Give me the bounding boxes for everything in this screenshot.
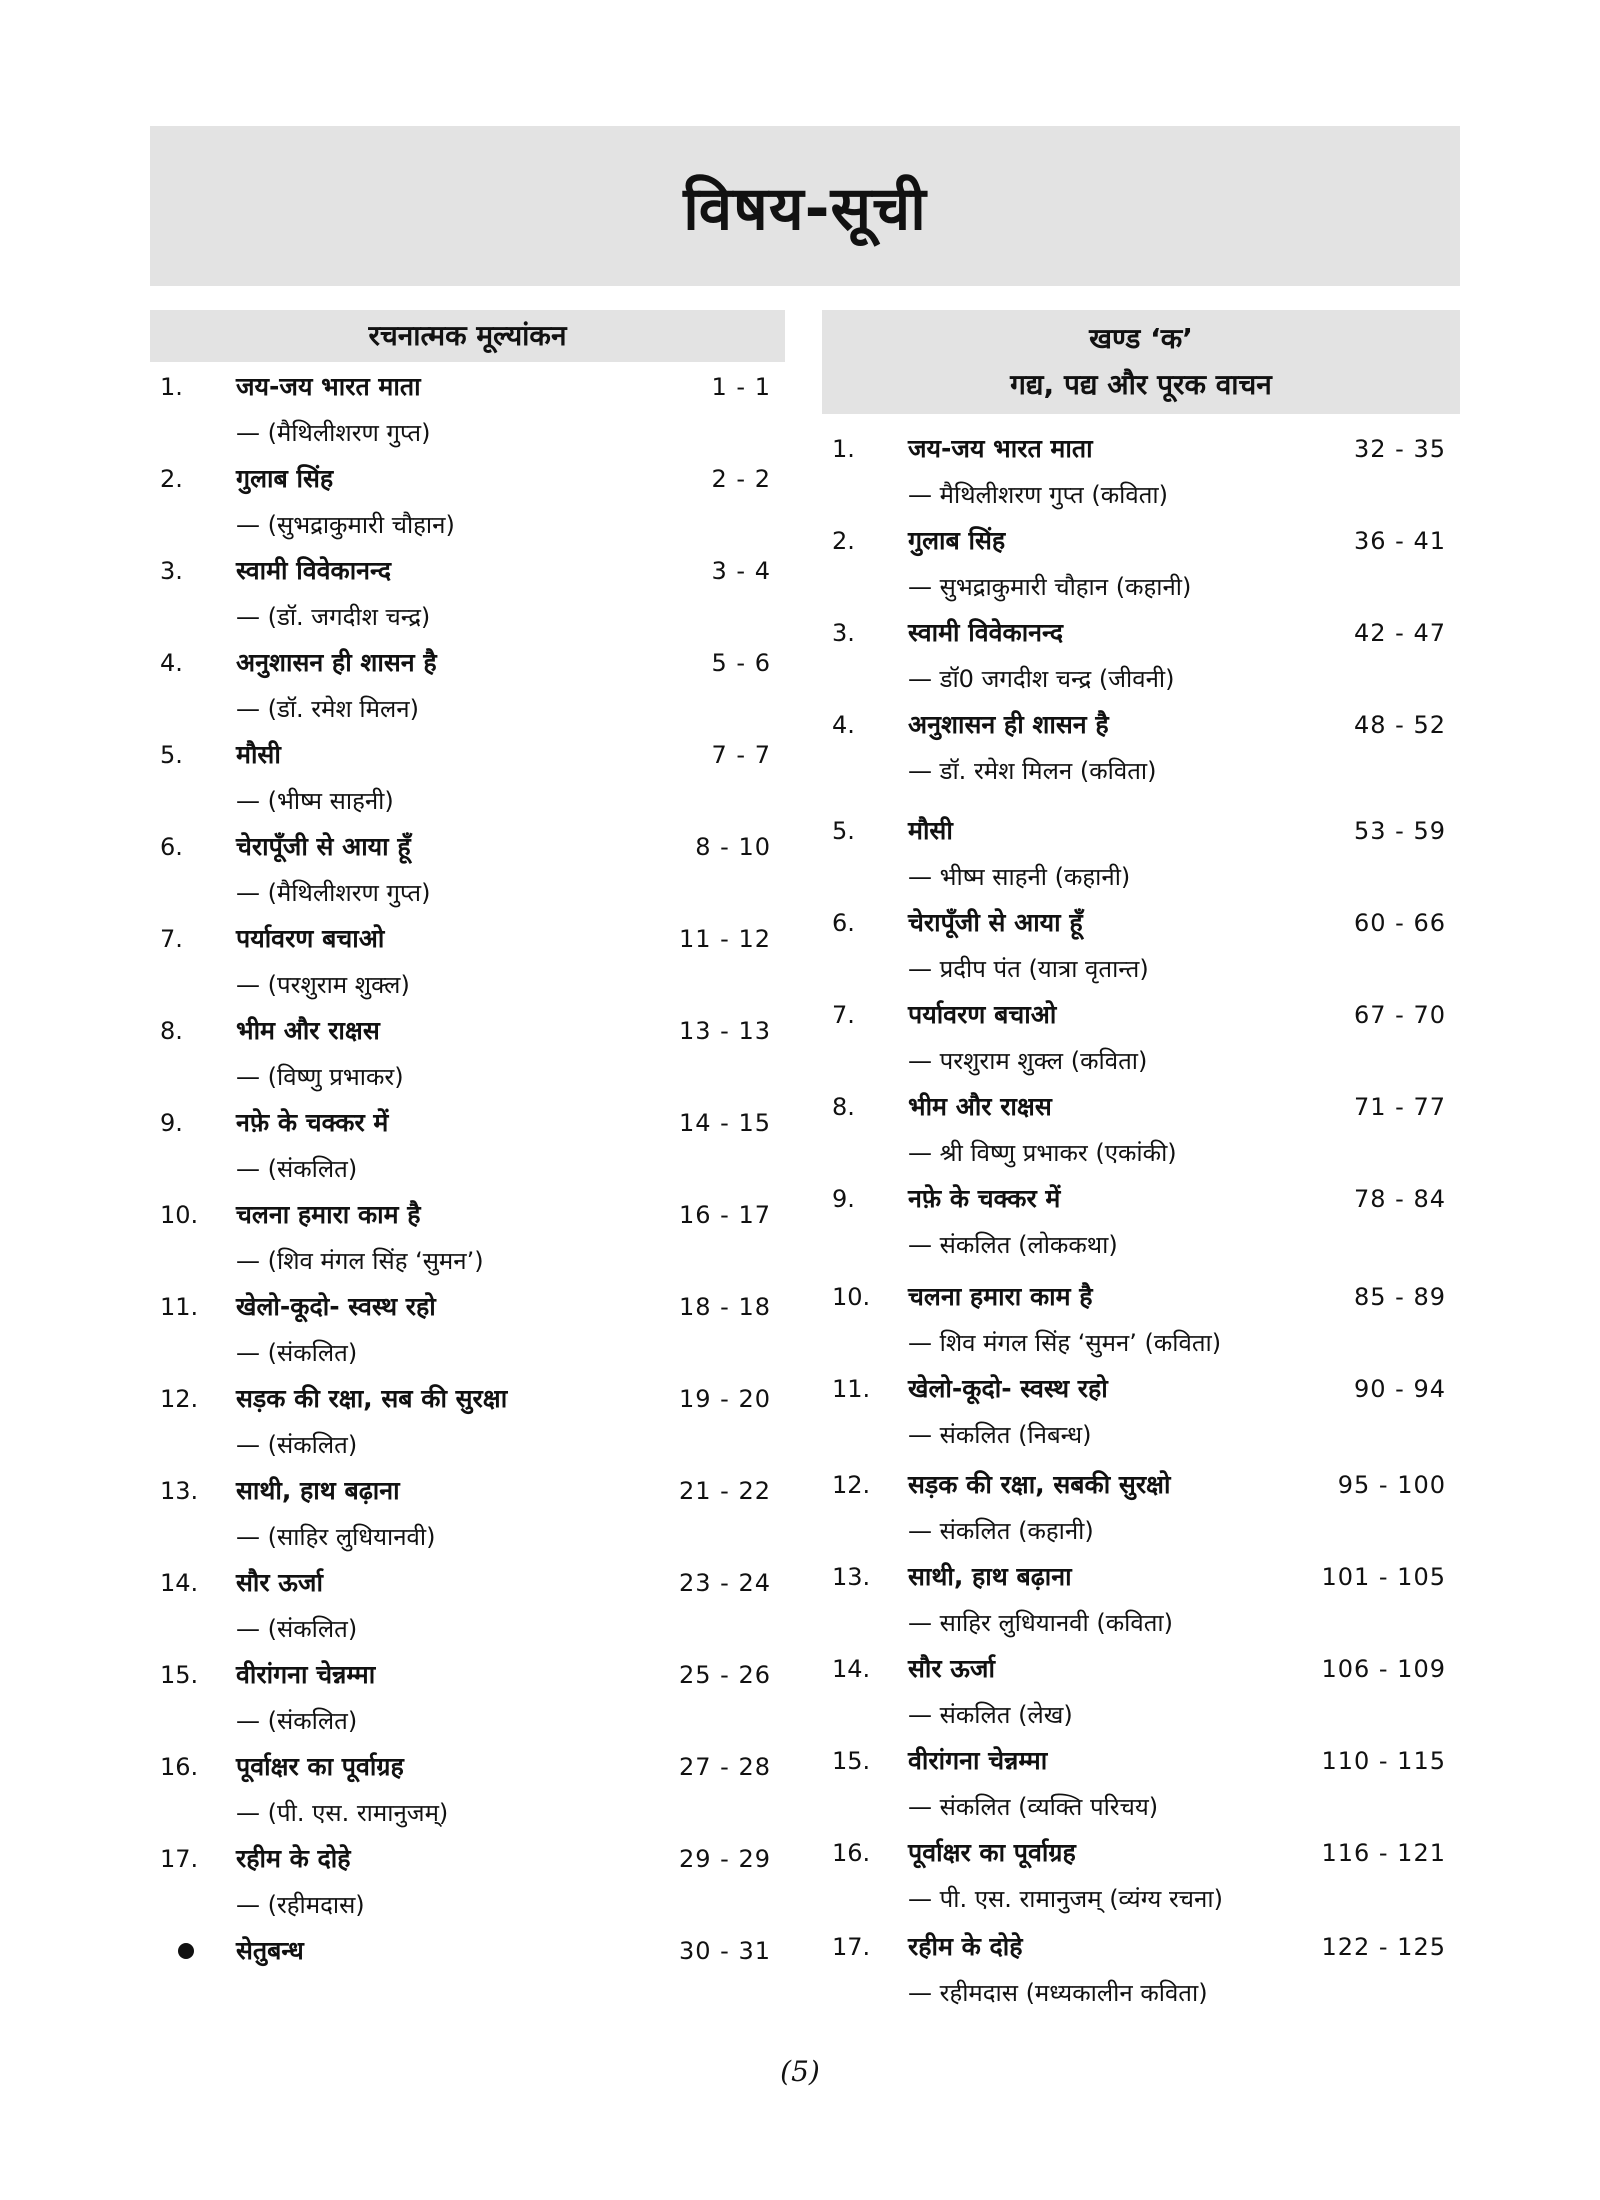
entry-number: 6. xyxy=(160,833,183,861)
entry-title: रहीम के दोहे xyxy=(236,1844,351,1873)
entry-number: 4. xyxy=(832,711,855,739)
entry-author: — (डॉ. जगदीश चन्द्र) xyxy=(236,603,431,631)
entry-pages: 95 - 100 xyxy=(1337,1471,1446,1499)
page-number: (5) xyxy=(780,2055,820,2088)
entry-pages: 14 - 15 xyxy=(679,1109,771,1137)
entry-number: 2. xyxy=(160,465,183,493)
entry-pages: 101 - 105 xyxy=(1321,1563,1446,1591)
entry-title: गुलाब सिंह xyxy=(908,526,1006,555)
entry-pages: 21 - 22 xyxy=(679,1477,771,1505)
entry-title: चेरापूँजी से आया हूँ xyxy=(236,832,411,861)
toc-entry xyxy=(150,1836,785,1928)
entry-author: — शिव मंगल सिंह ‘सुमन’ (कविता) xyxy=(908,1329,1222,1357)
entry-author: — (साहिर लुधियानवी) xyxy=(236,1523,436,1551)
entry-pages: 18 - 18 xyxy=(679,1293,771,1321)
toc-entry xyxy=(150,1376,785,1468)
entry-number: 10. xyxy=(160,1201,199,1229)
entry-number: 5. xyxy=(832,817,855,845)
entry-pages: 106 - 109 xyxy=(1321,1655,1446,1683)
entry-author: — संकलित (कहानी) xyxy=(908,1517,1094,1545)
entry-number: 12. xyxy=(832,1471,871,1499)
toc-entry xyxy=(150,548,785,640)
entry-number: 13. xyxy=(160,1477,199,1505)
entry-title: पूर्वाक्षर का पूर्वाग्रह xyxy=(908,1838,1076,1867)
entry-number: 3. xyxy=(832,619,855,647)
entry-number: 2. xyxy=(832,527,855,555)
toc-entry xyxy=(150,1100,785,1192)
entry-pages: 30 - 31 xyxy=(679,1937,771,1965)
entry-author: — संकलित (निबन्ध) xyxy=(908,1421,1092,1449)
entry-author: — सुभद्राकुमारी चौहान (कहानी) xyxy=(908,573,1192,601)
toc-entry xyxy=(822,518,1460,610)
entry-pages: 36 - 41 xyxy=(1354,527,1446,555)
entry-pages: 116 - 121 xyxy=(1321,1839,1446,1867)
entry-author: — (मैथिलीशरण गुप्त) xyxy=(236,879,431,907)
entry-title: सड़क की रक्षा, सब की सुरक्षा xyxy=(236,1384,508,1413)
entry-pages: 27 - 28 xyxy=(679,1753,771,1781)
entry-number: 7. xyxy=(160,925,183,953)
entry-author: — डॉ. रमेश मिलन (कविता) xyxy=(908,757,1157,785)
title-banner xyxy=(150,126,1460,286)
right-column xyxy=(822,310,1460,2016)
entry-number: 8. xyxy=(160,1017,183,1045)
entry-title: वीरांगना चेन्नम्मा xyxy=(236,1660,376,1689)
entry-author: — पी. एस. रामानुजम् (व्यंग्य रचना) xyxy=(908,1885,1223,1913)
entry-pages: 78 - 84 xyxy=(1354,1185,1446,1213)
entry-number: 10. xyxy=(832,1283,871,1311)
page-title: विषय-सूची xyxy=(683,174,927,244)
toc-entry xyxy=(150,1192,785,1284)
entry-number: 11. xyxy=(160,1293,199,1321)
toc-entry xyxy=(822,1274,1460,1366)
entry-pages: 42 - 47 xyxy=(1354,619,1446,647)
toc-entry xyxy=(822,1924,1460,2016)
toc-entry xyxy=(150,916,785,1008)
entry-author: — (संकलित) xyxy=(236,1615,358,1643)
toc-entry xyxy=(150,1652,785,1744)
entry-pages: 23 - 24 xyxy=(679,1569,771,1597)
entry-pages: 3 - 4 xyxy=(711,557,771,585)
entry-author: — (डॉ. रमेश मिलन) xyxy=(236,695,419,723)
entry-title: वीरांगना चेन्नम्मा xyxy=(908,1746,1048,1775)
entry-number: 11. xyxy=(832,1375,871,1403)
entry-author: — रहीमदास (मध्यकालीन कविता) xyxy=(908,1979,1208,2007)
entry-title: पर्यावरण बचाओ xyxy=(236,924,385,953)
entry-number: 1. xyxy=(160,373,183,401)
toc-entry xyxy=(822,1462,1460,1554)
entry-number: 12. xyxy=(160,1385,199,1413)
toc-entry xyxy=(822,1830,1460,1922)
entry-number: 1. xyxy=(832,435,855,463)
toc-entry xyxy=(822,426,1460,518)
toc-entry xyxy=(150,1468,785,1560)
entry-pages: 7 - 7 xyxy=(711,741,771,769)
toc-entry xyxy=(150,640,785,732)
entry-title: चेरापूँजी से आया हूँ xyxy=(908,908,1083,937)
right-section-header xyxy=(822,310,1460,414)
toc-entry xyxy=(150,364,785,456)
entry-title: साथी, हाथ बढ़ाना xyxy=(908,1562,1072,1591)
entry-number: 16. xyxy=(160,1753,199,1781)
entry-number: 15. xyxy=(832,1747,871,1775)
entry-author: — (संकलित) xyxy=(236,1155,358,1183)
entry-author: — (संकलित) xyxy=(236,1339,358,1367)
entry-pages: 19 - 20 xyxy=(679,1385,771,1413)
entry-author: — (परशुराम शुक्ल) xyxy=(236,971,410,999)
entry-pages: 85 - 89 xyxy=(1354,1283,1446,1311)
entry-title: जय-जय भारत माता xyxy=(908,434,1093,463)
entry-pages: 16 - 17 xyxy=(679,1201,771,1229)
left-last-entry xyxy=(150,1928,785,1974)
toc-entry xyxy=(822,808,1460,900)
toc-entry xyxy=(822,1176,1460,1268)
entry-title: सेतुबन्ध xyxy=(236,1936,304,1965)
entry-number: 3. xyxy=(160,557,183,585)
entry-number: 9. xyxy=(832,1185,855,1213)
entry-author: — (मैथिलीशरण गुप्त) xyxy=(236,419,431,447)
entry-author: — (शिव मंगल सिंह ‘सुमन’) xyxy=(236,1247,484,1275)
entry-author: — (विष्णु प्रभाकर) xyxy=(236,1063,404,1091)
entry-title: सौर ऊर्जा xyxy=(236,1568,323,1597)
entry-author: — संकलित (लेख) xyxy=(908,1701,1073,1729)
entry-title: नफ़े के चक्कर में xyxy=(908,1184,1061,1213)
entry-author: — (पी. एस. रामानुजम्) xyxy=(236,1799,449,1827)
toc-entry xyxy=(150,824,785,916)
entry-number: 13. xyxy=(832,1563,871,1591)
toc-entry xyxy=(822,992,1460,1084)
entry-pages: 32 - 35 xyxy=(1354,435,1446,463)
left-column xyxy=(150,310,785,1974)
toc-entry xyxy=(822,1084,1460,1176)
entry-title: चलना हमारा काम है xyxy=(908,1282,1093,1311)
entry-number: 5. xyxy=(160,741,183,769)
entry-author: — (संकलित) xyxy=(236,1431,358,1459)
entry-author: — भीष्म साहनी (कहानी) xyxy=(908,863,1131,891)
entry-title: जय-जय भारत माता xyxy=(236,372,421,401)
toc-entry xyxy=(822,610,1460,702)
entry-author: — डॉ0 जगदीश चन्द्र (जीवनी) xyxy=(908,665,1175,693)
entry-pages: 90 - 94 xyxy=(1354,1375,1446,1403)
toc-entry xyxy=(822,900,1460,992)
entry-pages: 8 - 10 xyxy=(695,833,771,861)
entry-pages: 60 - 66 xyxy=(1354,909,1446,937)
entry-pages: 53 - 59 xyxy=(1354,817,1446,845)
toc-entry xyxy=(150,1744,785,1836)
toc-entry xyxy=(150,456,785,548)
entry-number: 17. xyxy=(832,1933,871,1961)
entry-title: खेलो-कूदो- स्वस्थ रहो xyxy=(908,1374,1108,1403)
entry-author: — संकलित (लोककथा) xyxy=(908,1231,1118,1259)
entry-title: अनुशासन ही शासन है xyxy=(908,710,1109,739)
entry-author: — श्री विष्णु प्रभाकर (एकांकी) xyxy=(908,1139,1177,1167)
entry-title: चलना हमारा काम है xyxy=(236,1200,421,1229)
entry-author: — साहिर लुधियानवी (कविता) xyxy=(908,1609,1173,1637)
entry-pages: 25 - 26 xyxy=(679,1661,771,1689)
toc-entry xyxy=(822,1738,1460,1830)
entry-title: पर्यावरण बचाओ xyxy=(908,1000,1057,1029)
toc-entry xyxy=(822,1554,1460,1646)
toc-entry xyxy=(150,1008,785,1100)
entry-author: — (सुभद्राकुमारी चौहान) xyxy=(236,511,455,539)
entry-number: 15. xyxy=(160,1661,199,1689)
entry-title: स्वामी विवेकानन्द xyxy=(908,618,1064,647)
entry-pages: 122 - 125 xyxy=(1321,1933,1446,1961)
entry-pages: 13 - 13 xyxy=(679,1017,771,1045)
entry-pages: 2 - 2 xyxy=(711,465,771,493)
entry-number: 8. xyxy=(832,1093,855,1121)
entry-number: 16. xyxy=(832,1839,871,1867)
right-toc-list xyxy=(822,414,1460,2016)
entry-author: — (संकलित) xyxy=(236,1707,358,1735)
entry-pages: 67 - 70 xyxy=(1354,1001,1446,1029)
left-section-header: रचनात्मक मूल्यांकन xyxy=(150,310,785,362)
entry-pages: 11 - 12 xyxy=(679,925,771,953)
right-section-title: खण्ड ‘क’ xyxy=(1089,322,1193,355)
entry-number: 7. xyxy=(832,1001,855,1029)
entry-author: — संकलित (व्यक्ति परिचय) xyxy=(908,1793,1159,1821)
entry-pages: 48 - 52 xyxy=(1354,711,1446,739)
entry-author: — परशुराम शुक्ल (कविता) xyxy=(908,1047,1148,1075)
entry-title: मौसी xyxy=(236,740,281,769)
entry-pages: 29 - 29 xyxy=(679,1845,771,1873)
entry-title: सड़क की रक्षा, सबकी सुरक्षो xyxy=(908,1470,1171,1499)
toc-entry xyxy=(822,1646,1460,1738)
entry-title: सौर ऊर्जा xyxy=(908,1654,995,1683)
entry-number: 17. xyxy=(160,1845,199,1873)
entry-pages: 1 - 1 xyxy=(711,373,771,401)
entry-title: अनुशासन ही शासन है xyxy=(236,648,437,677)
entry-title: भीम और राक्षस xyxy=(908,1092,1052,1121)
entry-pages: 71 - 77 xyxy=(1354,1093,1446,1121)
entry-number: 14. xyxy=(832,1655,871,1683)
entry-title: साथी, हाथ बढ़ाना xyxy=(236,1476,400,1505)
toc-entry xyxy=(150,732,785,824)
entry-pages: 5 - 6 xyxy=(711,649,771,677)
entry-title: भीम और राक्षस xyxy=(236,1016,380,1045)
entry-number: 14. xyxy=(160,1569,199,1597)
entry-pages: 110 - 115 xyxy=(1321,1747,1446,1775)
toc-entry xyxy=(822,702,1460,794)
entry-title: मौसी xyxy=(908,816,953,845)
toc-entry xyxy=(822,1366,1460,1458)
entry-number: 6. xyxy=(832,909,855,937)
entry-title: रहीम के दोहे xyxy=(908,1932,1023,1961)
entry-author: — (भीष्म साहनी) xyxy=(236,787,394,815)
entry-number: 9. xyxy=(160,1109,183,1137)
entry-author: — मैथिलीशरण गुप्त (कविता) xyxy=(908,481,1168,509)
right-section-subtitle: गद्य, पद्य और पूरक वाचन xyxy=(1010,368,1272,401)
entry-author: — प्रदीप पंत (यात्रा वृतान्त) xyxy=(908,955,1149,983)
entry-author: — (रहीमदास) xyxy=(236,1891,365,1919)
bullet-icon xyxy=(178,1943,194,1959)
entry-title: नफ़े के चक्कर में xyxy=(236,1108,389,1137)
entry-title: खेलो-कूदो- स्वस्थ रहो xyxy=(236,1292,436,1321)
toc-entry xyxy=(150,1560,785,1652)
entry-title: स्वामी विवेकानन्द xyxy=(236,556,392,585)
entry-number: 4. xyxy=(160,649,183,677)
left-toc-list xyxy=(150,362,785,1928)
entry-title: पूर्वाक्षर का पूर्वाग्रह xyxy=(236,1752,404,1781)
entry-title: गुलाब सिंह xyxy=(236,464,334,493)
toc-entry xyxy=(150,1284,785,1376)
